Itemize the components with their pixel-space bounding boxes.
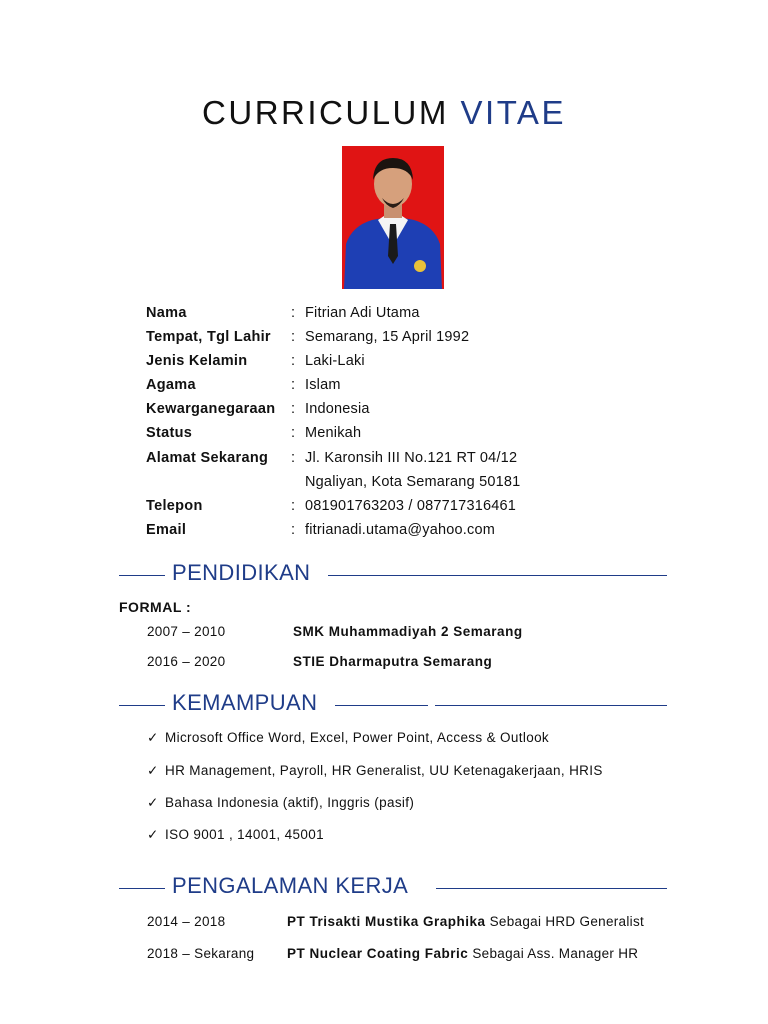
label-status: Status [146, 425, 193, 441]
school-name: STIE Dharmaputra Semarang [293, 654, 493, 669]
education-school [293, 624, 523, 639]
section-title-pengalaman: PENGALAMAN KERJA [172, 873, 409, 898]
company-name: PT Nuclear Coating Fabric [287, 946, 469, 961]
section-divider [435, 705, 667, 706]
education-period: 2016 – 2020 [147, 654, 226, 669]
experience-detail [287, 946, 638, 961]
school-name: SMK Muhammadiyah 2 Semarang [293, 624, 523, 639]
colon: : [291, 353, 296, 369]
skill-item [147, 730, 549, 746]
label-email: Email [146, 522, 187, 538]
section-divider [436, 888, 667, 889]
value-ttl: Semarang, 15 April 1992 [305, 329, 470, 345]
skill-text: ISO 9001 , 14001, 45001 [165, 827, 324, 842]
section-divider [328, 575, 667, 576]
colon: : [291, 425, 296, 441]
skill-item [147, 763, 603, 779]
check-icon: ✓ [147, 795, 159, 810]
section-title-kemampuan: KEMAMPUAN [172, 690, 318, 715]
colon: : [291, 401, 296, 417]
experience-detail [287, 914, 644, 929]
section-divider [119, 575, 165, 576]
role: Sebagai HRD Generalist [485, 914, 645, 929]
colon: : [291, 522, 296, 538]
skill-item [147, 795, 414, 811]
colon: : [291, 450, 296, 466]
value-alamat-line2: Ngaliyan, Kota Semarang 50181 [305, 474, 521, 490]
label-nama: Nama [146, 305, 187, 321]
value-telepon: 081901763203 / 087717316461 [305, 498, 517, 514]
title-main: CURRICULUM [202, 94, 449, 131]
value-nama: Fitrian Adi Utama [305, 305, 420, 321]
skill-item [147, 827, 324, 843]
label-agama: Agama [146, 377, 196, 393]
experience-period: 2014 – 2018 [147, 914, 226, 929]
check-icon: ✓ [147, 730, 159, 745]
section-divider [119, 705, 165, 706]
section-title-pendidikan: PENDIDIKAN [172, 560, 311, 585]
label-telepon: Telepon [146, 498, 203, 514]
company-name: PT Trisakti Mustika Graphika [287, 914, 486, 929]
value-status: Menikah [305, 425, 362, 441]
colon: : [291, 329, 296, 345]
person-photo-icon [342, 146, 444, 289]
check-icon: ✓ [147, 827, 159, 842]
label-ttl: Tempat, Tgl Lahir [146, 329, 271, 345]
page-title [0, 94, 768, 132]
section-divider [335, 705, 428, 706]
colon: : [291, 377, 296, 393]
profile-photo [342, 146, 444, 289]
skill-text: HR Management, Payroll, HR Generalist, UU Ketenagakerjaan, HRIS [165, 763, 603, 778]
colon: : [291, 498, 296, 514]
value-kewarganegaraan: Indonesia [305, 401, 370, 417]
value-agama: Islam [305, 377, 341, 393]
title-accent: VITAE [460, 94, 566, 131]
role: Sebagai Ass. Manager HR [468, 946, 639, 961]
value-alamat: Jl. Karonsih III No.121 RT 04/12 [305, 450, 518, 466]
formal-label: FORMAL : [119, 599, 192, 615]
section-divider [119, 888, 165, 889]
value-email: fitrianadi.utama@yahoo.com [305, 522, 495, 538]
skill-text: Bahasa Indonesia (aktif), Inggris (pasif) [165, 795, 415, 810]
education-school [293, 654, 492, 669]
education-period: 2007 – 2010 [147, 624, 226, 639]
colon: : [291, 305, 296, 321]
skill-text: Microsoft Office Word, Excel, Power Point, Access & Outlook [165, 730, 550, 745]
value-jenis-kelamin: Laki-Laki [305, 353, 365, 369]
label-kewarganegaraan: Kewarganegaraan [146, 401, 276, 417]
experience-period: 2018 – Sekarang [147, 946, 255, 961]
label-alamat: Alamat Sekarang [146, 450, 269, 466]
check-icon: ✓ [147, 763, 159, 778]
label-jenis-kelamin: Jenis Kelamin [146, 353, 248, 369]
